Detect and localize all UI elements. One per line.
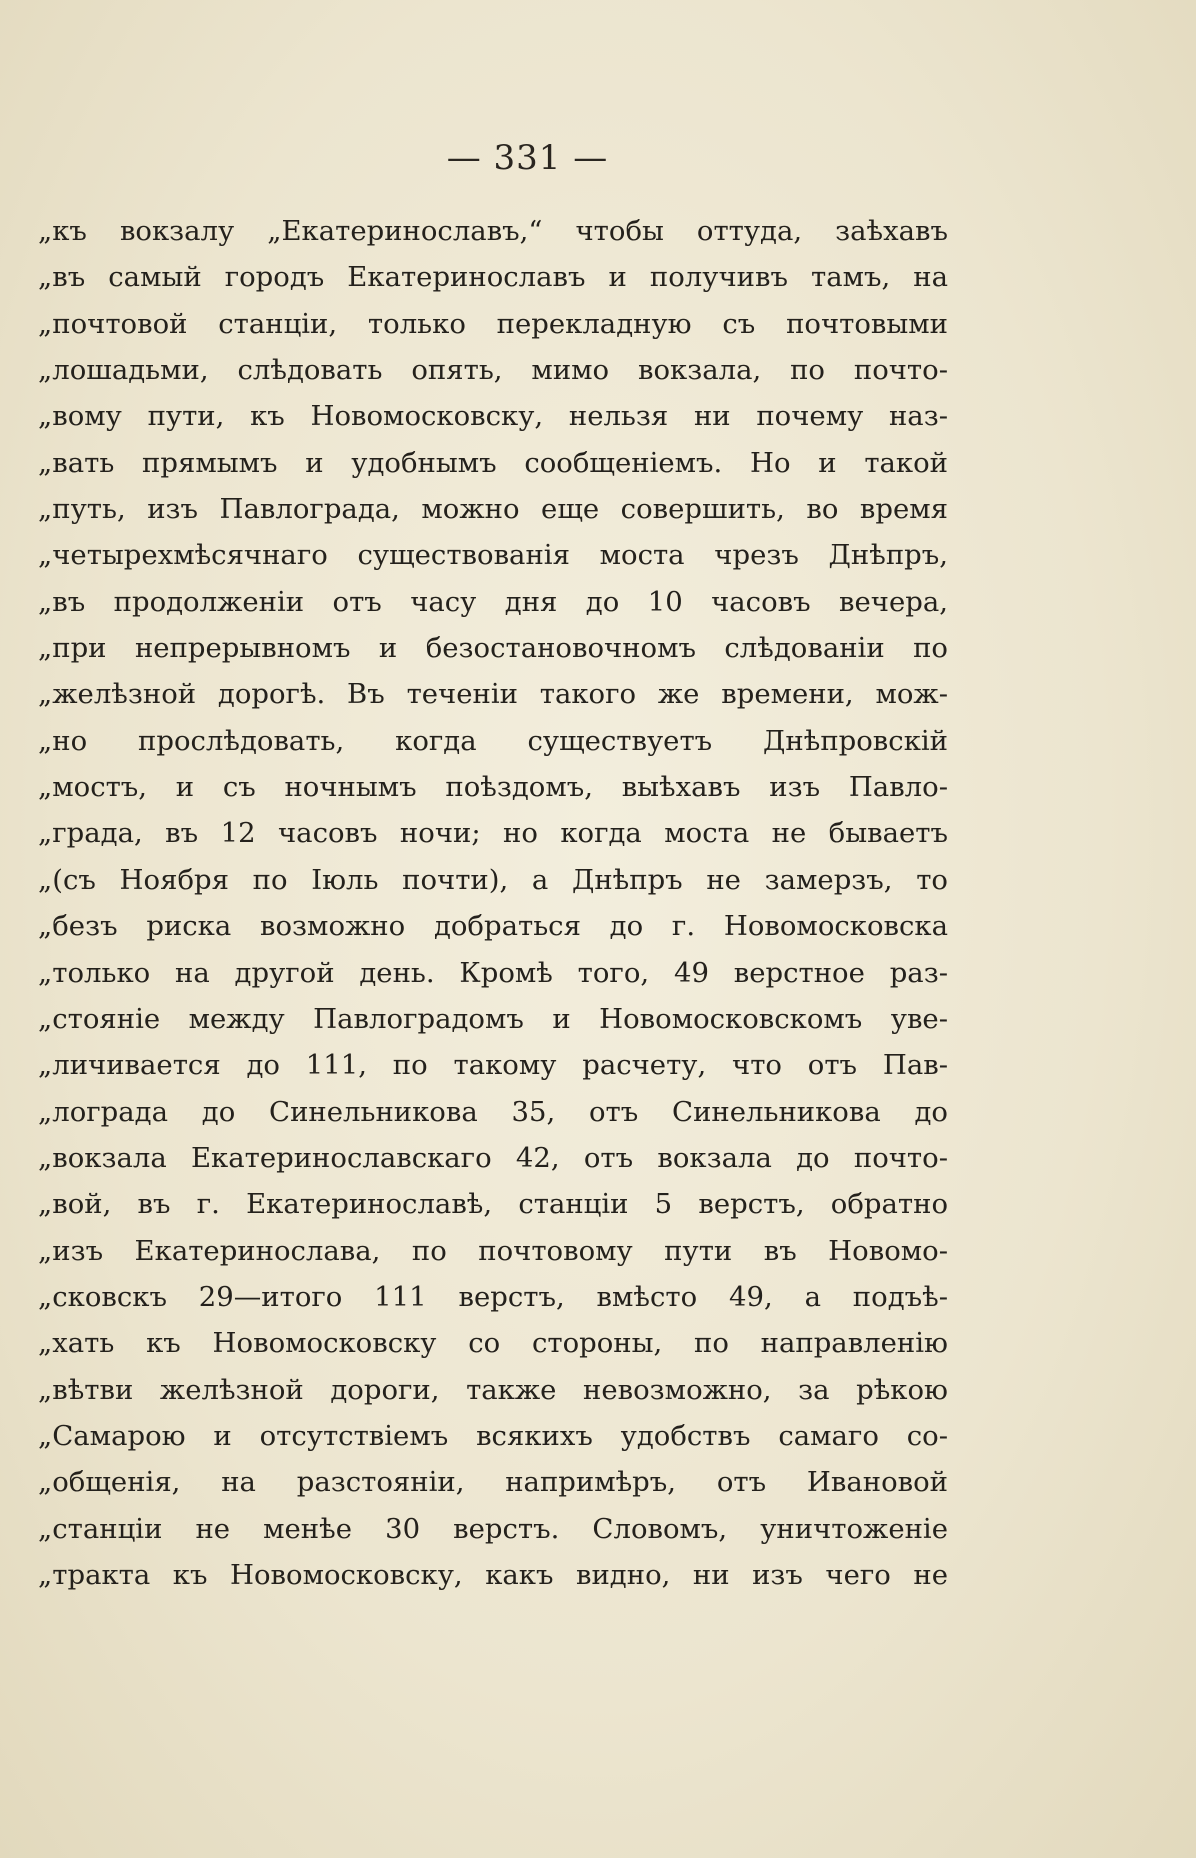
text-line: „Самарою и отсутствіемъ всякихъ удобствъ самаго со-	[38, 1419, 948, 1452]
text-line: „тракта къ Новомосковску, какъ видно, ни изъ чего не	[38, 1558, 948, 1591]
text-line: „лошадьми, слѣдовать опять, мимо вокзала, по почто-	[38, 354, 948, 387]
body-text	[38, 208, 948, 1598]
text-line: „только на другой день. Кромѣ того, 49 верстное раз-	[38, 956, 948, 989]
text-line: „четырехмѣсячнаго существованія моста чрезъ Днѣпръ,	[38, 539, 948, 572]
text-line: „хать къ Новомосковску со стороны, по направленію	[38, 1327, 948, 1360]
text-line: „путь, изъ Павлограда, можно еще совершить, во время	[38, 493, 948, 526]
text-line: „вокзала Екатеринославскаго 42, отъ вокзала до почто-	[38, 1141, 948, 1174]
text-line: „безъ риска возможно добраться до г. Новомосковска	[38, 910, 948, 943]
text-line: „при непрерывномъ и безостановочномъ слѣдованіи по	[38, 632, 948, 665]
text-line: „вать прямымъ и удобнымъ сообщеніемъ. Но и такой	[38, 446, 948, 479]
text-line: „общенія, на разстояніи, напримѣръ, отъ Ивановой	[38, 1466, 948, 1499]
text-line: „изъ Екатеринослава, по почтовому пути въ Новомо-	[38, 1234, 948, 1267]
text-line: „(съ Ноября по Іюль почти), а Днѣпръ не замерзъ, то	[38, 863, 948, 896]
text-line: „но прослѣдовать, когда существуетъ Днѣпровскій	[38, 724, 948, 757]
text-line: „вому пути, къ Новомосковску, нельзя ни почему наз-	[38, 400, 948, 433]
text-line: „лограда до Синельникова 35, отъ Синельникова до	[38, 1095, 948, 1128]
text-line: „мостъ, и съ ночнымъ поѣздомъ, выѣхавъ изъ Павло-	[38, 771, 948, 804]
text-line: „станціи не менѣе 30 верстъ. Словомъ, уничтоженіе	[38, 1512, 948, 1545]
text-line: „сковскъ 29—итого 111 верстъ, вмѣсто 49, а подъѣ-	[38, 1280, 948, 1313]
text-line: „къ вокзалу „Екатеринославъ,“ чтобы оттуда, заѣхавъ	[38, 215, 948, 247]
text-line: „града, въ 12 часовъ ночи; но когда моста не бываетъ	[38, 817, 948, 850]
text-line: „стояніе между Павлоградомъ и Новомосковскомъ уве-	[38, 1002, 948, 1035]
text-line: „въ самый городъ Екатеринославъ и получивъ тамъ, на	[38, 261, 948, 294]
page-number: — 331 —	[446, 138, 609, 178]
text-line: „въ продолженіи отъ часу дня до 10 часовъ вечера,	[38, 585, 948, 618]
text-line: „почтовой станціи, только перекладную съ почтовыми	[38, 307, 948, 340]
text-line: „вой, въ г. Екатеринославѣ, станціи 5 верстъ, обратно	[38, 1188, 948, 1221]
text-line: „желѣзной дорогѣ. Въ теченіи такого же времени, мож-	[38, 678, 948, 711]
text-line: „вѣтви желѣзной дороги, также невозможно, за рѣкою	[38, 1373, 948, 1406]
text-line: „личивается до 111, по такому расчету, что отъ Пав-	[38, 1049, 948, 1082]
